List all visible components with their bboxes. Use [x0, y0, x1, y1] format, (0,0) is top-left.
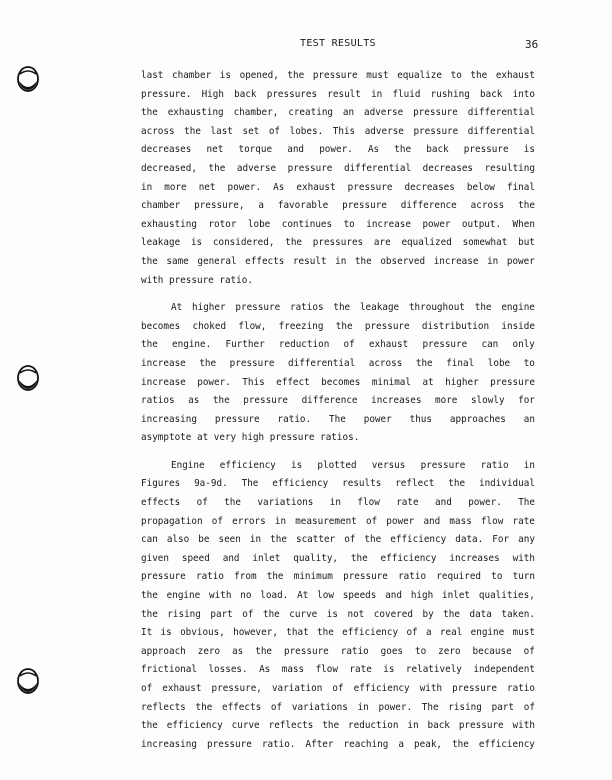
text-line: chamber pressure, a favorable pressure difference across the [141, 200, 535, 212]
paragraph-gap [141, 290, 535, 299]
text-line: last chamber is opened, the pressure must equalize to the exhaust [141, 70, 535, 81]
text-line: exhausting rotor lobe continues to increase power output. When [141, 218, 535, 230]
text-line: Figures 9a-9d. The efficiency results reflect the individual [141, 478, 535, 490]
punch-hole-icon [17, 66, 39, 92]
text-line: effects of the variations in flow rate and power. The [141, 497, 535, 509]
text-line: ratios as the pressure difference increases more slowly for [141, 395, 535, 407]
text-line: with pressure ratio. [141, 274, 253, 286]
page-number: 36 [525, 38, 539, 51]
text-line: propagation of errors in measurement of power and mass flow rate [141, 515, 535, 527]
text-line: asymptote at very high pressure ratios. [141, 432, 360, 444]
text-line: pressure ratio from the minimum pressure ratio required to turn [141, 571, 535, 583]
paragraph [141, 67, 535, 290]
running-header [0, 38, 612, 52]
text-line: can also be seen in the scatter of the efficiency data. For any [141, 534, 535, 546]
text-line: the efficiency curve reflects the reduction in back pressure with [141, 720, 535, 732]
text-line: increase the pressure differential across the final lobe to [141, 357, 535, 369]
text-line: the exhausting chamber, creating an adverse pressure differential [141, 107, 535, 119]
text-line: the engine. Further reduction of exhaust pressure can only [141, 339, 535, 351]
text-line: approach zero as the pressure ratio goes to zero because of [141, 645, 535, 657]
text-line: At higher pressure ratios the leakage throughout the engine [171, 302, 535, 314]
paragraph-gap [141, 448, 535, 457]
text-line: decreases net torque and power. As the back pressure is [141, 144, 535, 156]
page-title: TEST RESULTS [300, 38, 376, 49]
text-line: leakage is considered, the pressures are equalized somewhat but [141, 237, 535, 249]
text-line: increasing pressure ratio. After reaching a peak, the efficiency [141, 738, 535, 750]
punch-hole-icon [17, 668, 39, 694]
text-line: in more net power. As exhaust pressure decreases below final [141, 181, 535, 193]
paragraph [141, 457, 535, 755]
punch-hole-icon [17, 365, 39, 391]
text-line: increase power. This effect becomes minimal at higher pressure [141, 376, 535, 388]
text-line: becomes choked flow, freezing the pressure distribution inside [141, 320, 535, 332]
text-line: given speed and inlet quality, the efficiency increases with [141, 552, 535, 564]
text-line: reflects the effects of variations in power. The rising part of [141, 701, 535, 713]
paragraph [141, 299, 535, 448]
text-line: increasing pressure ratio. The power thus approaches an [141, 413, 535, 425]
text-line: pressure. High back pressures result in fluid rushing back into [141, 88, 535, 100]
text-line: Engine efficiency is plotted versus pressure ratio in [171, 459, 535, 471]
body-text [141, 67, 535, 754]
text-line: It is obvious, however, that the efficiency of a real engine must [141, 627, 535, 639]
text-line: decreased, the adverse pressure differential decreases resulting [141, 162, 535, 174]
text-line: the rising part of the curve is not covered by the data taken. [141, 608, 535, 620]
text-line: frictional losses. As mass flow rate is relatively independent [141, 664, 535, 676]
text-line: of exhaust pressure, variation of efficiency with pressure ratio [141, 683, 535, 694]
text-line: the engine with no load. At low speeds and high inlet qualities, [141, 590, 535, 602]
text-line: the same general effects result in the observed increase in power [141, 255, 535, 267]
text-line: across the last set of lobes. This adverse pressure differential [141, 125, 535, 137]
